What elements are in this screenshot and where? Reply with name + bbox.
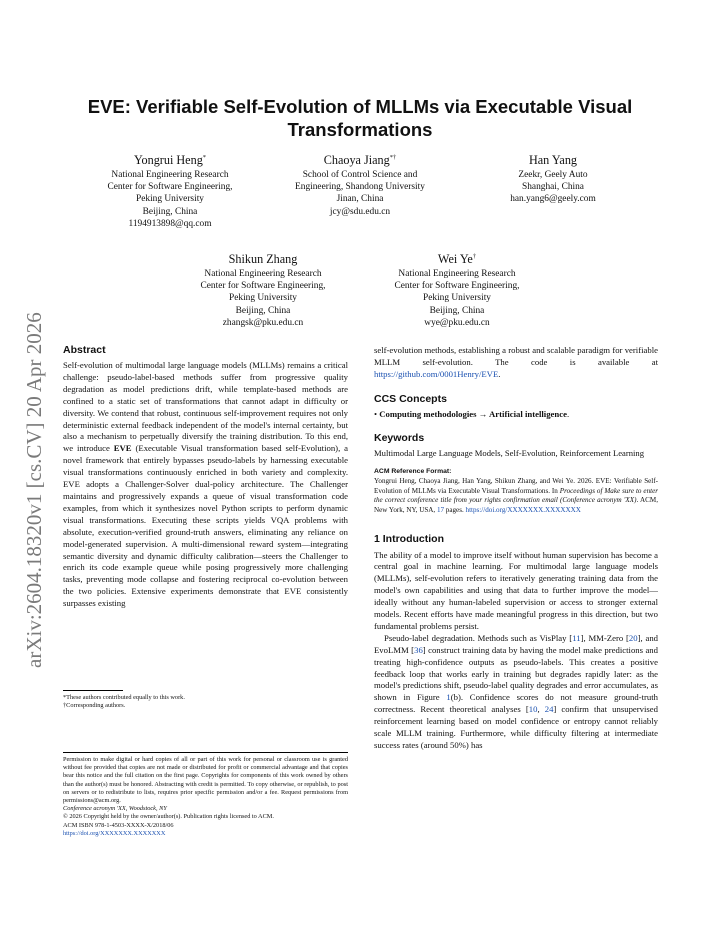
permission-text: Permission to make digital or hard copies of all or part of this work for personal or classroom use is granted without fee provided that copies are not made or distributed for profit or commercial advantage and that copies bear this notice and the full citation on the first page. Copyrights for components of this work owned by others than the author(s) must be honored. Abstracting with credit is permitted. To copy otherwise, or republish, to post on servers or to redistribute to lists, requires prior specific permission and/or a fee. Request permissions from permissions@acm.org. xyxy=(63,756,348,805)
keywords-heading: Keywords xyxy=(374,431,425,444)
author-block-1: Yongrui Heng* National Engineering Research Center for Software Engineering, Peking University Beijing, China 1194913898@qq.com xyxy=(107,153,233,229)
corresponding-note: †Corresponding authors. xyxy=(63,702,126,710)
citation-link[interactable]: 11 xyxy=(572,632,581,643)
author-name: Shikun Zhang xyxy=(228,252,298,267)
author-name: Wei Ye xyxy=(437,252,473,267)
author-block-2: Chaoya Jiang*† School of Control Science and Engineering, Shandong University Jinan, China jcy@sdu.edu.cn xyxy=(295,153,425,217)
intro-paragraph-2: Pseudo-label degradation. Methods such as VisPlay [11], MM-Zero [20], and EvoLMM [36] construct training data by having the model make predictions and treating high-confidence outputs as pseudo-labels. This creates a positive feedback loop that works early in training but degrades rapidly later: as the model's predictions shift, pseudo-label quality degrades and error accumulates, as shown in Figure 1(b). Confidence scores do not measure ground-truth correctness. Recent theoretical analyses [10, 24] confirm that unsupervised reinforcement learning based on model confidence or entropy cannot reliably scale MLLM training. Furthermore, while difficulty filtering at intermediate success rates (around 50%) has xyxy=(374,632,659,750)
author-block-3: Han Yang Zeekr, Geely Auto Shanghai, China han.yang6@geely.com xyxy=(510,153,596,205)
acm-reference xyxy=(374,467,658,516)
author-name: Han Yang xyxy=(528,153,578,168)
author-name: Chaoya Jiang xyxy=(323,153,390,168)
code-link[interactable]: https://github.com/0001Henry/EVE xyxy=(374,368,499,379)
keywords-text: Multimodal Large Language Models, Self-Evolution, Reinforcement Learning xyxy=(374,447,644,458)
copyright-line: © 2026 Copyright held by the owner/author(s). Publication rights licensed to ACM. xyxy=(63,813,274,821)
doi-link[interactable]: https://doi.org/XXXXXXX.XXXXXXX xyxy=(63,829,166,837)
citation-link[interactable]: 24 xyxy=(544,704,554,715)
acm-ref-heading: ACM Reference Format: xyxy=(374,467,452,475)
intro-heading: 1 Introduction xyxy=(374,532,444,545)
author-footnotes xyxy=(63,690,348,710)
author-name: Yongrui Heng xyxy=(133,153,203,168)
acm-doi-link[interactable]: https://doi.org/XXXXXXX.XXXXXXX xyxy=(465,505,581,514)
author-block-4: Shikun Zhang National Engineering Research Center for Software Engineering, Peking University Beijing, China zhangsk@pku.edu.cn xyxy=(200,252,326,328)
citation-link[interactable]: 10 xyxy=(528,704,538,715)
intro-paragraph-1: The ability of a model to improve itself without human supervision has become a central goal in machine learning. For multimodal large language models (MLLMs), self-evolution refers to iteratively generating training data from the model's own capabilities and using that data to further improve the model—ideally without any human-labeled supervision or access to stronger external models. Recent efforts have made meaningful progress in this direction, but two fundamental problems persist. xyxy=(374,549,658,631)
figure-link[interactable]: 1 xyxy=(446,692,451,703)
left-column xyxy=(63,344,348,610)
abstract-heading: Abstract xyxy=(63,344,106,356)
arxiv-stamp xyxy=(12,258,52,678)
author-block-5: Wei Ye† National Engineering Research Center for Software Engineering, Peking University Beijing, China wye@pku.edu.cn xyxy=(394,252,520,328)
equal-contribution-note: *These authors contributed equally to this work. xyxy=(63,694,185,701)
permission-block xyxy=(63,752,348,838)
right-column xyxy=(374,345,658,752)
ccs-heading: CCS Concepts xyxy=(374,392,447,405)
acm-ref-text: Yongrui Heng, Chaoya Jiang, Han Yang, Shikun Zhang, and Wei Ye. 2026. EVE: Verifiable Self-Evolution of MLLMs via Executable Visual Transformations. In Proceedings of Make sure to enter the correct conference title from your rights confirmation email (Conference acronym 'XX). ACM, New York, NY, USA, 17 pages. https://doi.org/XXXXXXX.XXXXXXX xyxy=(374,477,658,514)
arxiv-id: arXiv:2604.18320v1 [cs.CV] 20 Apr 2026 xyxy=(22,312,46,668)
ccs-item: • Computing methodologies → Artificial intelligence. xyxy=(374,408,570,419)
paper-title: EVE: Verifiable Self-Evolution of MLLMs via Executable Visual Transformations xyxy=(87,96,633,140)
conference-line: Conference acronym 'XX, Woodstock, NY xyxy=(63,805,167,813)
abstract-text: Self-evolution of multimodal large language models (MLLMs) remains a critical challenge: pseudo-label-based methods suffer from progressive quality degradation as model predictions drift, while template-based methods are confined to a static set of transformations that cannot adapt in difficulty or diversity. We contend that robust, continuous self-improvement requires not only deterministic external feedback independent of the model's internal certainty, but also a mechanism to perpetually diversify the training distribution. To this end, we introduce EVE (Executable Visual transformation based self-Evolution), a novel framework that entirely bypasses pseudo-labels by harnessing executable visual transformations continuously enriched in both variety and complexity. EVE adopts a Challenger-Solver dual-policy architecture. The Challenger maintains and progressively expands a queue of visual transformation code examples, from which it synthesizes novel Python scripts to perform dynamic visual transformations. Executing these scripts yields VQA problems with absolute, execution-verified ground-truth answers, eliminating any reliance on model-generated supervision. A multi-dimensional reward system—integrating semantic diversity and dynamic difficulty calibration—steers the Challenger to enrich its code example queue while posing progressively more challenging tasks, preventing mode collapse and fostering reciprocal co-evolution between the two policies. Extensive experiments demonstrate that EVE consistently surpasses existing xyxy=(63,360,348,609)
isbn-line: ACM ISBN 978-1-4503-XXXX-X/2018/06 xyxy=(63,821,174,829)
citation-link[interactable]: 36 xyxy=(414,644,423,655)
abstract-continued: self-evolution methods, establishing a robust and scalable paradigm for verifiable MLLM self-evolution. The code is available at https://github.com/0001Henry/EVE. xyxy=(374,345,658,379)
citation-link[interactable]: 20 xyxy=(628,632,638,643)
